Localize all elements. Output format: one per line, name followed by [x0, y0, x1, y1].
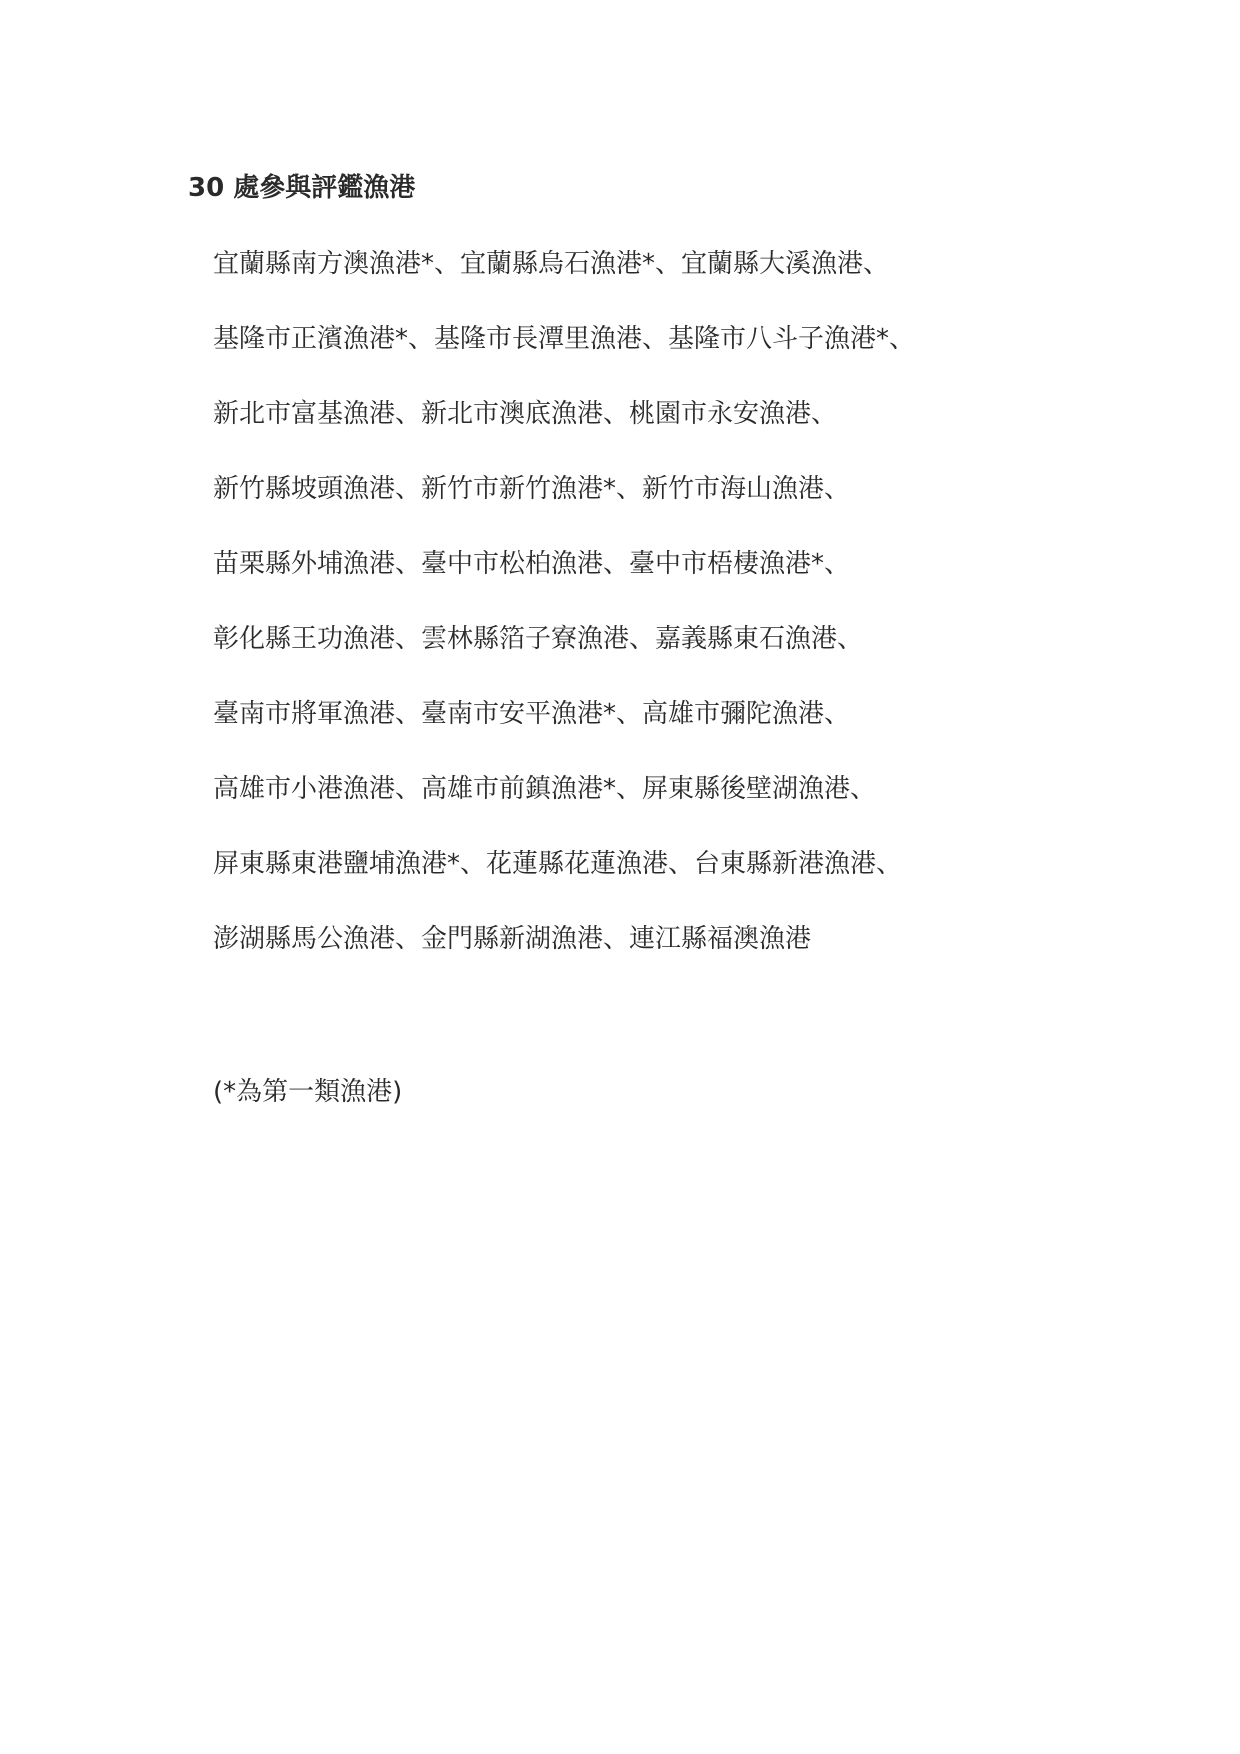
harbor-list-line: 苗栗縣外埔漁港、臺中市松柏漁港、臺中市梧棲漁港*、	[213, 549, 851, 579]
footnote: (*為第一類漁港)	[213, 1077, 403, 1107]
harbor-list-line: 臺南市將軍漁港、臺南市安平漁港*、高雄市彌陀漁港、	[213, 699, 851, 729]
harbor-list-line: 宜蘭縣南方澳漁港*、宜蘭縣烏石漁港*、宜蘭縣大溪漁港、	[213, 249, 890, 279]
harbor-list-line: 基隆市正濱漁港*、基隆市長潭里漁港、基隆市八斗子漁港*、	[213, 324, 916, 354]
harbor-list-line: 高雄市小港漁港、高雄市前鎮漁港*、屏東縣後壁湖漁港、	[213, 774, 877, 804]
harbor-list-line: 彰化縣王功漁港、雲林縣箔子寮漁港、嘉義縣東石漁港、	[213, 624, 864, 654]
harbor-list-line: 新竹縣坡頭漁港、新竹市新竹漁港*、新竹市海山漁港、	[213, 474, 851, 504]
harbor-list	[213, 244, 915, 994]
harbor-list-line: 屏東縣東港鹽埔漁港*、花蓮縣花蓮漁港、台東縣新港漁港、	[213, 849, 903, 879]
harbor-list-line: 新北市富基漁港、新北市澳底漁港、桃園市永安漁港、	[213, 399, 838, 429]
document-heading: 30 處參與評鑑漁港	[188, 173, 416, 203]
harbor-list-line: 澎湖縣馬公漁港、金門縣新湖漁港、連江縣福澳漁港	[213, 924, 812, 954]
